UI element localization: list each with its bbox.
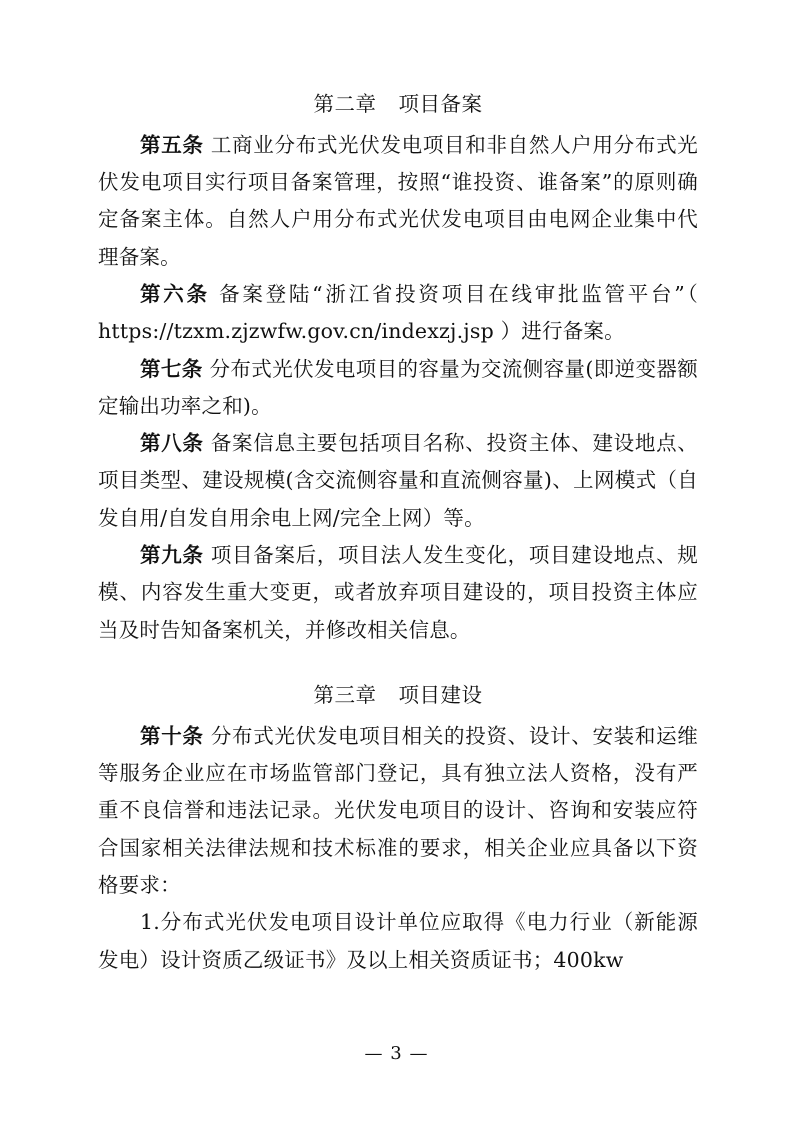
article-10-text: 分布式光伏发电项目相关的投资、设计、安装和运维等服务企业应在市场监管部门登记，具有独立法人资格，没有严重不良信誉和违法记录。光伏发电项目的设计、咨询和安装应符合国家相关法律法规和技术标准的要求，相关企业应具备以下资格要求： bbox=[98, 723, 698, 897]
article-7-paragraph bbox=[98, 351, 698, 426]
page-number: — 3 — bbox=[364, 1043, 429, 1064]
article-5-text: 工商业分布式光伏发电项目和非自然人户用分布式光伏发电项目实行项目备案管理，按照“谁投资、谁备案”的原则确定备案主体。自然人户用分布式光伏发电项目由电网企业集中代理备案。 bbox=[98, 132, 698, 269]
article-10-item-1 bbox=[98, 904, 698, 979]
article-6-label: 第六条 bbox=[140, 281, 210, 306]
article-6-paragraph bbox=[98, 276, 698, 351]
chapter-2-title: 项目备案 bbox=[398, 92, 483, 116]
article-6-text: 备案登陆“浙江省投资项目在线审批监管平台”（ https://tzxm.zjzwfw.gov.cn/indexzj.jsp ）进行备案。 bbox=[98, 281, 698, 344]
chapter-3-prefix: 第三章 bbox=[313, 682, 377, 707]
article-10-item-1-text: 1.分布式光伏发电项目设计单位应取得《电力行业（新能源发电）设计资质乙级证书》及以上相关资质证书；400kw bbox=[98, 910, 698, 972]
article-10-paragraph bbox=[98, 718, 698, 904]
chapter-2-prefix: 第二章 bbox=[313, 92, 377, 116]
document-body bbox=[98, 88, 698, 979]
chapter-heading-3 bbox=[98, 679, 698, 712]
chapter-3-title: 项目建设 bbox=[398, 682, 483, 707]
article-7-text: 分布式光伏发电项目的容量为交流侧容量(即逆变器额定输出功率之和)。 bbox=[98, 356, 698, 418]
article-8-text: 备案信息主要包括项目名称、投资主体、建设地点、项目类型、建设规模(含交流侧容量和直流侧容量)、上网模式（自发自用/自发自用余电上网/完全上网）等。 bbox=[98, 431, 698, 530]
article-8-label: 第八条 bbox=[140, 431, 204, 456]
article-8-paragraph bbox=[98, 425, 698, 537]
chapter-heading-2 bbox=[98, 88, 698, 121]
article-5-paragraph bbox=[98, 127, 698, 276]
article-5-label: 第五条 bbox=[140, 132, 204, 157]
article-10-label: 第十条 bbox=[140, 723, 204, 748]
article-7-label: 第七条 bbox=[140, 356, 203, 381]
article-9-text: 项目备案后，项目法人发生变化，项目建设地点、规模、内容发生重大变更，或者放弃项目建设的，项目投资主体应当及时告知备案机关，并修改相关信息。 bbox=[98, 543, 698, 642]
article-9-label: 第九条 bbox=[140, 543, 204, 568]
article-9-paragraph bbox=[98, 537, 698, 649]
